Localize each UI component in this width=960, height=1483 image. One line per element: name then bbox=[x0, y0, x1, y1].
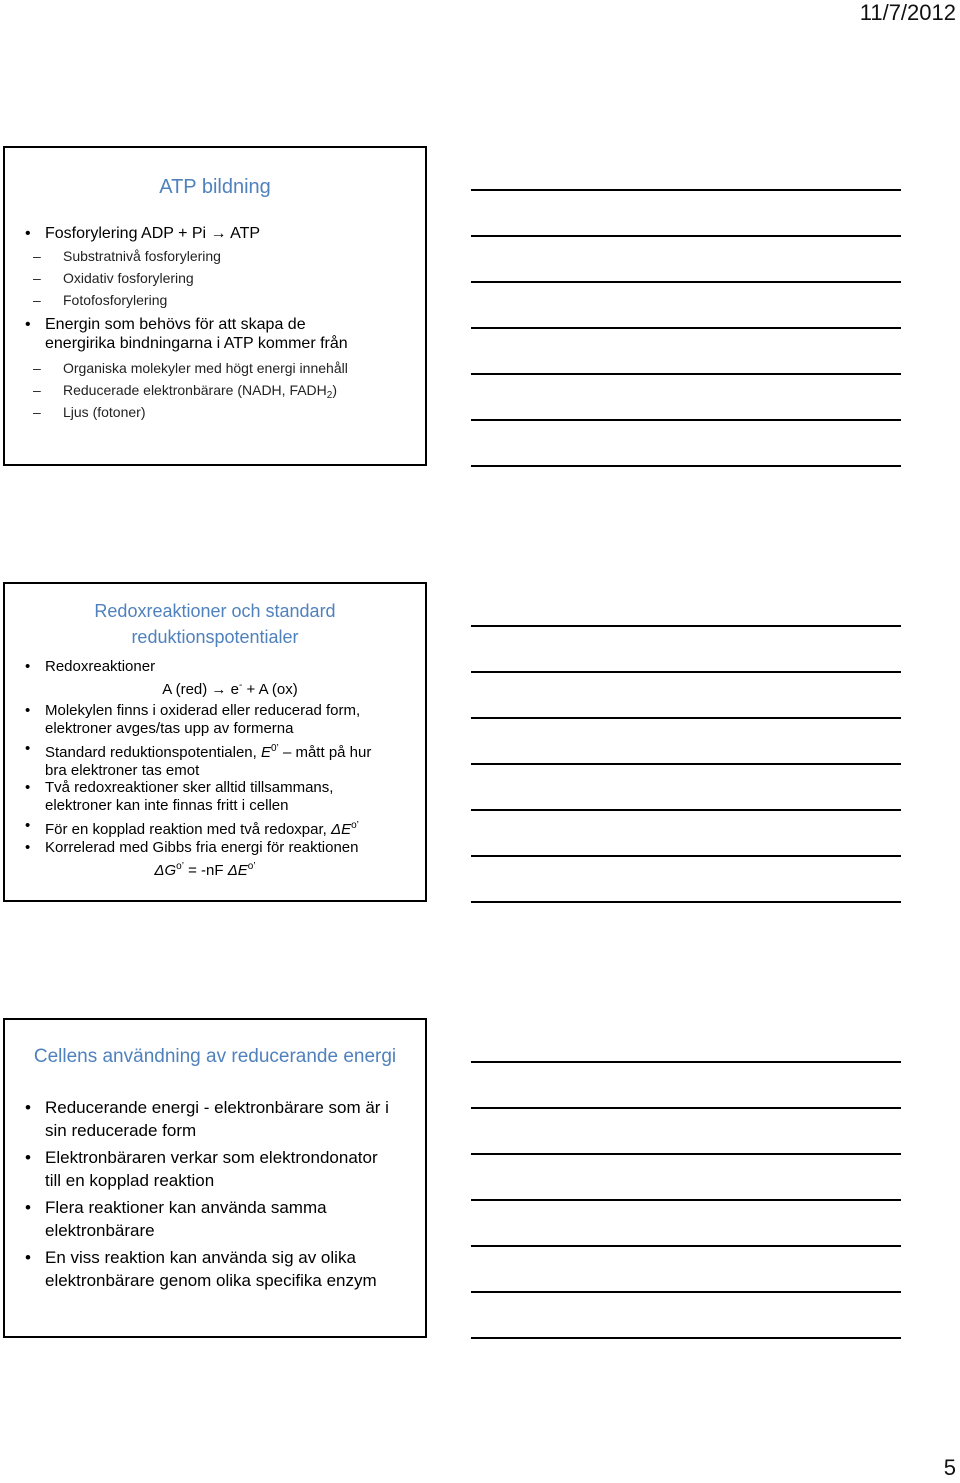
bullet-dot-icon: • bbox=[25, 1098, 31, 1117]
bullet-dot-icon: • bbox=[25, 779, 31, 796]
note-line bbox=[471, 1337, 901, 1339]
gibbs-equation: $\Delta G^{o’} = -nF$ $\Delta E^{o’}$ bbox=[154, 861, 256, 879]
bullet-dot-icon: • bbox=[25, 702, 31, 719]
dash-icon: – bbox=[33, 270, 41, 286]
bullet-dot-icon: • bbox=[25, 740, 31, 757]
bullet-dot-icon: • bbox=[25, 225, 31, 242]
note-line bbox=[471, 1245, 901, 1247]
note-line bbox=[471, 419, 901, 421]
note-line bbox=[471, 235, 901, 237]
note-line bbox=[471, 1291, 901, 1293]
dash-icon: – bbox=[33, 292, 41, 308]
dash-icon: – bbox=[33, 404, 41, 420]
note-line bbox=[471, 189, 901, 191]
note-line bbox=[471, 1107, 901, 1109]
slide-cellens-anvandning: Cellens användning av reducerande energi • Reducerande energi - elektronbärare som är i sin reducerade form • Elektronbäraren verkar som elektrondonator till en kopplad reaktion • Flera reaktioner kan använda samma elektronbärare • En viss reaktion kan använda sig av olika elektronbärare genom olika specifika enzym bbox=[3, 1018, 427, 1338]
note-line bbox=[471, 671, 901, 673]
note-line bbox=[471, 327, 901, 329]
slide-title: Cellens användning av reducerande energi bbox=[33, 1046, 397, 1067]
slide-atp-bildning: ATP bildning • Fosforylering ADP + Pi → ATP – Substratnivå fosforylering – Oxidativ fosforylering – Fotofosforylering • Energin som behövs för att skapa de energirika bindningarna i ATP kommer från – Organiska molekyler med högt energi innehåll – Reducerade elektronbärare (NADH, $FADH_2$) – Ljus (fotoner) bbox=[3, 146, 427, 466]
note-line bbox=[471, 809, 901, 811]
bullet-dot-icon: • bbox=[25, 1248, 31, 1267]
note-line bbox=[471, 717, 901, 719]
dash-icon: – bbox=[33, 248, 41, 264]
note-line bbox=[471, 1061, 901, 1063]
slide-title: Redoxreaktioner och standard reduktionspotentialer bbox=[94, 601, 336, 647]
dash-icon: – bbox=[33, 382, 41, 398]
bullet-dot-icon: • bbox=[25, 1148, 31, 1167]
note-line bbox=[471, 625, 901, 627]
note-line bbox=[471, 901, 901, 903]
dash-icon: – bbox=[33, 360, 41, 376]
bullet-dot-icon: • bbox=[25, 658, 31, 675]
bullet-dot-icon: • bbox=[25, 316, 31, 333]
note-line bbox=[471, 1199, 901, 1201]
redox-equation: A (red) → e- + A (ox) bbox=[162, 680, 298, 698]
note-line bbox=[471, 763, 901, 765]
bullet-dot-icon: • bbox=[25, 817, 31, 834]
print-date: 11/7/2012 bbox=[859, 0, 956, 25]
note-line bbox=[471, 855, 901, 857]
slide-title: ATP bildning bbox=[159, 176, 271, 198]
bullet-dot-icon: • bbox=[25, 1198, 31, 1217]
note-line bbox=[471, 373, 901, 375]
note-line bbox=[471, 465, 901, 467]
note-line bbox=[471, 281, 901, 283]
note-line bbox=[471, 1153, 901, 1155]
bullet-dot-icon: • bbox=[25, 839, 31, 856]
page-number: 5 bbox=[943, 1455, 956, 1480]
slide-redoxreaktioner: Redoxreaktioner och standard reduktionspotentialer • Redoxreaktioner A (red) → e- + A (ox) • Molekylen finns i oxiderad eller reducerad form, elektroner avges/tas upp av formerna • Standard reduktionspotentialen, $E^{0’}$ – mått på hur bra elektroner tas emot • Två redoxreaktioner sker alltid tillsammans, elektroner kan inte finnas fritt i cellen • För en kopplad reaktion med två redoxpar, $\Delta E^{o’}$ • Korrelerad med Gibbs fria energi för reaktionen $\Delta G^{o’} = -nF$ $\Delta E^{o’}$ bbox=[3, 582, 427, 902]
